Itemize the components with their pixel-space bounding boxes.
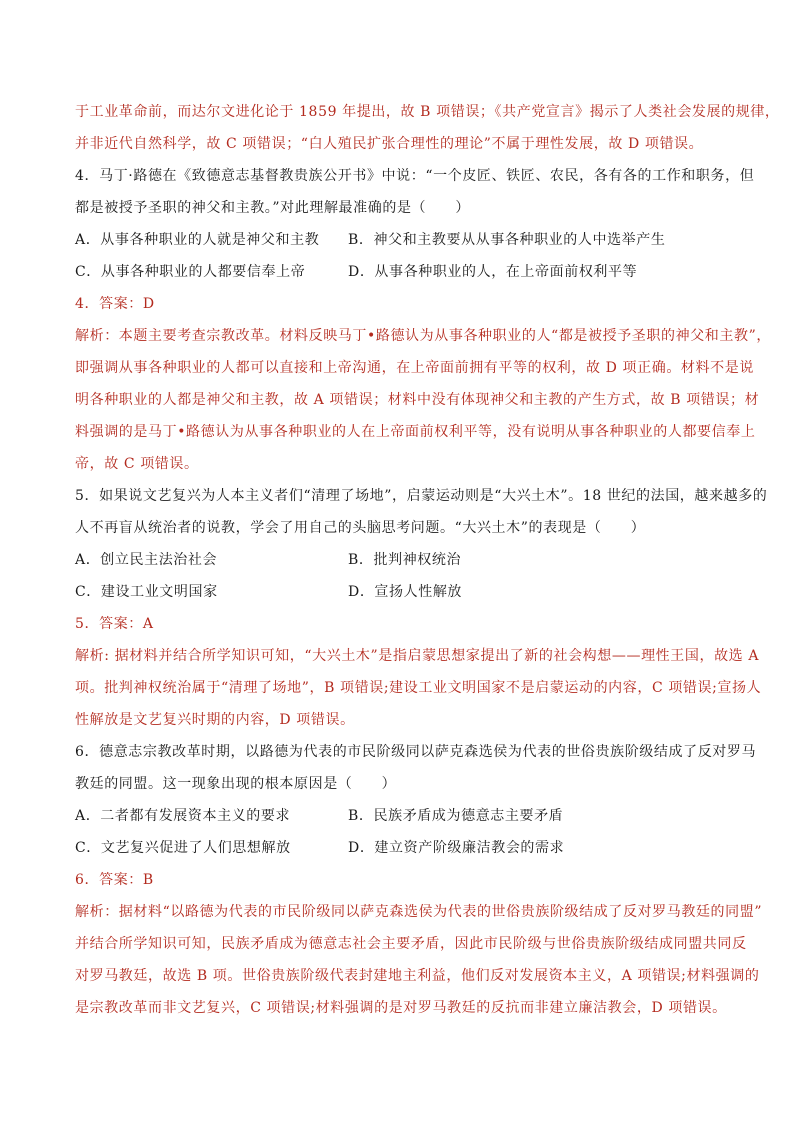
option-a: A．从事各种职业的人就是神父和主教 xyxy=(75,232,320,248)
option-a: A．创立民主法治社会 xyxy=(75,552,218,568)
option-d: D．宣扬人性解放 xyxy=(348,584,463,600)
analysis-line: 料强调的是马丁•路德认为从事各种职业的人在上帝面前权利平等，没有说明从事各种职业的人都要信奉上 xyxy=(75,424,756,440)
answer-line: 5．答案：A xyxy=(75,616,154,632)
option-d: D．建立资产阶级廉洁教会的需求 xyxy=(348,840,565,856)
answer-line: 4．答案：D xyxy=(75,296,155,312)
option-c: C．文艺复兴促进了人们思想解放 xyxy=(75,840,291,856)
option-c: C．建设工业文明国家 xyxy=(75,584,218,600)
analysis-line: 性解放是文艺复兴时期的内容，D 项错误。 xyxy=(75,712,355,728)
options-row xyxy=(75,832,725,864)
answer-line: 6．答案：B xyxy=(75,872,154,888)
analysis-line: 即强调从事各种职业的人都可以直接和上帝沟通，在上帝面前拥有平等的权利，故 D 项正确。材料不是说 xyxy=(75,360,754,376)
options-row xyxy=(75,800,725,832)
analysis-line: 对罗马教廷，故选 B 项。世俗贵族阶级代表封建地主利益，他们反对发展资本主义，A 项错误;材料强调的 xyxy=(75,968,760,984)
question-stem: 6．德意志宗教改革时期，以路德为代表的市民阶级同以萨克森选侯为代表的世俗贵族阶级结成了反对罗马 xyxy=(75,744,757,760)
options-row xyxy=(75,256,725,288)
question-stem: 5．如果说文艺复兴为人本主义者们“清理了场地”，启蒙运动则是“大兴土木”。18 世纪的法国，越来越多的 xyxy=(75,488,768,504)
question-stem: 4．马丁·路德在《致德意志基督教贵族公开书》中说：“一个皮匠、铁匠、农民，各有各的工作和职务，但 xyxy=(75,168,755,184)
option-a: A．二者都有发展资本主义的要求 xyxy=(75,808,291,824)
question-4 xyxy=(75,160,771,480)
previous-analysis xyxy=(75,96,780,160)
option-b: B．民族矛盾成为德意志主要矛盾 xyxy=(348,808,564,824)
analysis-line: 项。批判神权统治属于“清理了场地”，B 项错误;建设工业文明国家不是启蒙运动的内容，C 项错误;宣扬人 xyxy=(75,680,762,696)
analysis-line: 帝，故 C 项错误。 xyxy=(75,456,199,472)
analysis-line: 是宗教改革而非文艺复兴，C 项错误;材料强调的是对罗马教廷的反抗而非建立廉洁教会，D 项错误。 xyxy=(75,1000,727,1016)
options-row xyxy=(75,576,725,608)
option-b: B．神父和主教要从从事各种职业的人中选举产生 xyxy=(348,232,666,248)
analysis-line: 解析：据材料“以路德为代表的市民阶级同以萨克森选侯为代表的世俗贵族阶级结成了反对罗马教廷的同盟” xyxy=(75,904,763,920)
analysis-line: 解析: 据材料并结合所学知识可知，“大兴土木”是指启蒙思想家提出了新的社会构想——理性王国，故选 A xyxy=(75,648,760,664)
question-stem: 人不再盲从统治者的说教，学会了用自己的头脑思考问题。“大兴土木”的表现是（ ） xyxy=(75,520,646,536)
analysis-line: 并非近代自然科学，故 C 项错误；“白人殖民扩张合理性的理论”不属于理性发展，故 D 项错误。 xyxy=(75,136,704,152)
question-stem: 都是被授予圣职的神父和主教。”对此理解最准确的是（ ） xyxy=(75,200,470,216)
question-stem: 教廷的同盟。这一现象出现的根本原因是（ ） xyxy=(75,776,397,792)
analysis-line: 于工业革命前，而达尔文进化论于 1859 年提出，故 B 项错误；《共产党宣言》揭示了人类社会发展的规律， xyxy=(75,104,780,120)
analysis-line: 并结合所学知识可知，民族矛盾成为德意志社会主要矛盾，因此市民阶级与世俗贵族阶级结成同盟共同反 xyxy=(75,936,747,952)
document-page xyxy=(75,96,780,1024)
option-b: B．批判神权统治 xyxy=(348,552,462,568)
options-row xyxy=(75,544,725,576)
question-6 xyxy=(75,736,763,1024)
options-row xyxy=(75,224,725,256)
option-d: D．从事各种职业的人，在上帝面前权利平等 xyxy=(348,264,638,280)
option-c: C．从事各种职业的人都要信奉上帝 xyxy=(75,264,306,280)
analysis-line: 解析：本题主要考查宗教改革。材料反映马丁•路德认为从事各种职业的人“都是被授予圣职的神父和主教”， xyxy=(75,328,771,344)
question-5 xyxy=(75,480,768,736)
analysis-line: 明各种职业的人都是神父和主教，故 A 项错误；材料中没有体现神父和主教的产生方式，故 B 项错误；材 xyxy=(75,392,760,408)
